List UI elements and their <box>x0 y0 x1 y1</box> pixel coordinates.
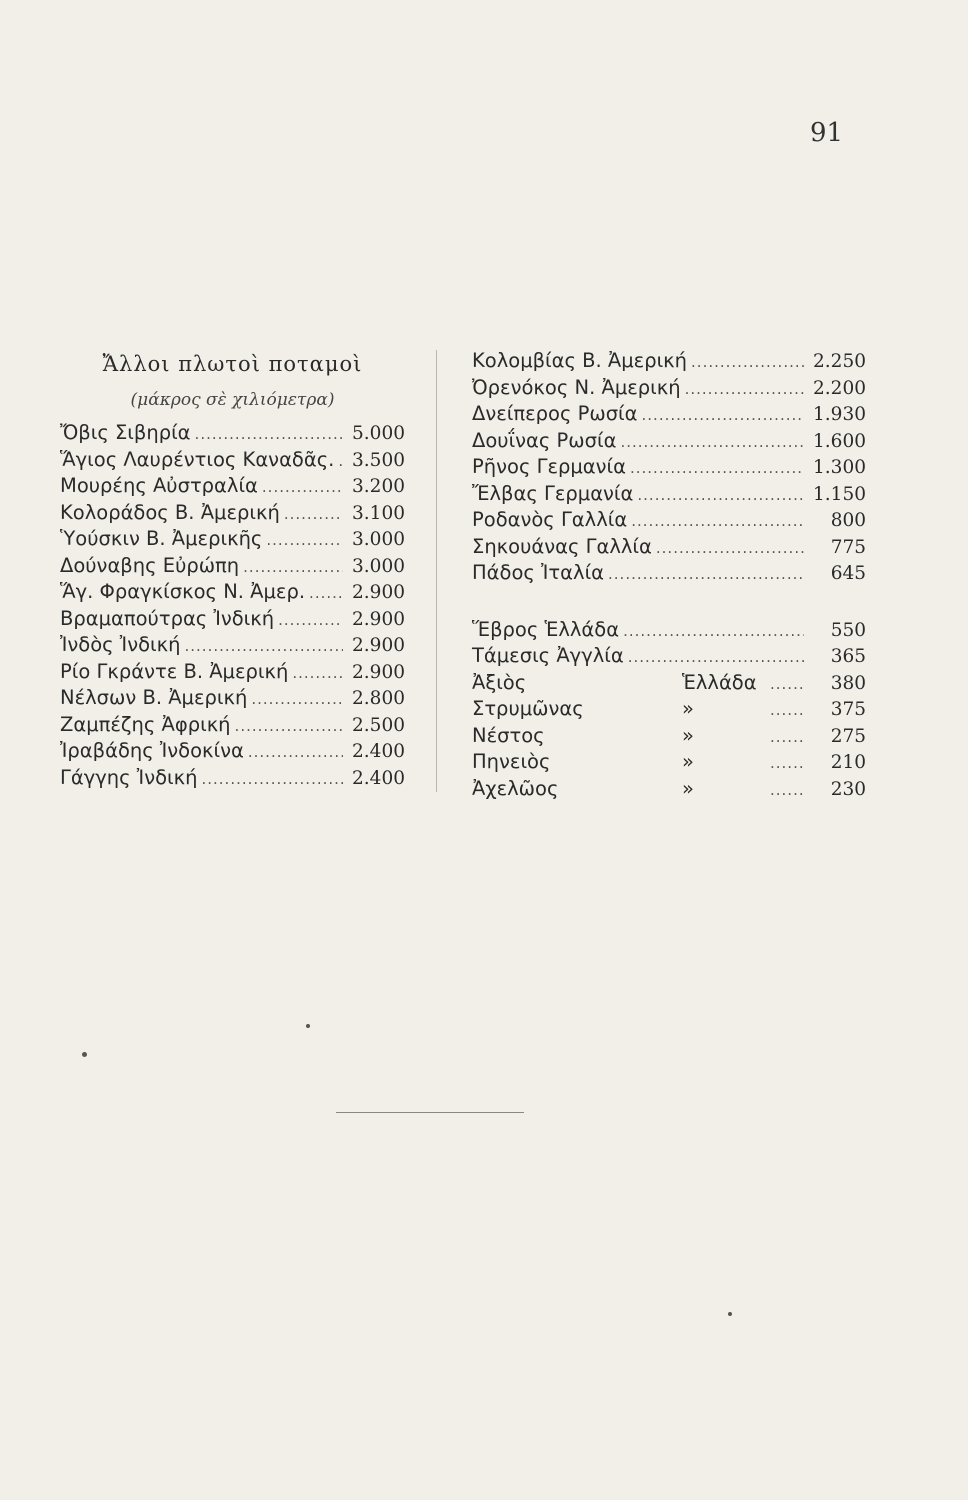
river-row <box>472 507 866 534</box>
dot-leader <box>195 421 343 448</box>
river-length: 2.900 <box>352 661 405 683</box>
river-length: 2.400 <box>352 767 405 789</box>
dot-leader <box>201 766 343 793</box>
river-name: Σηκουάνας Γαλλία <box>472 534 652 558</box>
dot-leader <box>266 527 343 554</box>
river-row <box>472 560 866 587</box>
dot-leader <box>248 739 343 766</box>
river-length: 380 <box>830 672 866 694</box>
river-name: Νέστος <box>472 723 545 747</box>
river-row <box>60 447 405 474</box>
river-row <box>60 685 405 712</box>
river-name: Βραμαπούτρας Ἰνδική <box>60 606 275 630</box>
river-name: Δνείπερος Ρωσία <box>472 402 638 425</box>
river-row <box>472 481 866 508</box>
dot-leader <box>656 535 804 562</box>
river-length: 3.200 <box>352 476 405 497</box>
river-row <box>60 659 405 686</box>
river-row <box>60 606 405 633</box>
dot-leader <box>685 376 804 403</box>
river-row <box>472 401 866 428</box>
river-row <box>60 473 405 500</box>
river-name: Τάμεσις Ἀγγλία <box>472 644 624 667</box>
river-name: Ἕβρος Ἑλλάδα <box>472 617 620 641</box>
river-name: Πάδος Ἰταλία <box>472 561 605 584</box>
river-length: 800 <box>830 510 866 531</box>
river-name: Ὀρενόκος Ν. Ἀμερική <box>472 375 681 399</box>
river-row <box>60 526 405 553</box>
river-name: Ἰνδὸς Ἰνδική <box>60 633 181 656</box>
river-name: Ρίο Γκράντε Β. Ἀμερική <box>60 659 289 683</box>
river-name: Κολοράδος Β. Ἀμερική <box>60 500 280 524</box>
river-name: Ἀχελῶος <box>472 776 559 800</box>
dot-leader <box>630 455 804 482</box>
river-row <box>472 428 866 455</box>
river-length: 275 <box>830 725 866 747</box>
river-name: Νέλσων Β. Ἀμερική <box>60 686 248 709</box>
river-length: 230 <box>830 778 866 800</box>
page-number: 91 <box>810 118 844 148</box>
river-row <box>472 749 866 776</box>
river-name: Ἔλβας Γερμανία <box>472 481 634 505</box>
river-length: 2.400 <box>352 741 405 762</box>
dot-leader <box>620 429 804 456</box>
river-length: 2.900 <box>352 635 405 656</box>
river-row <box>472 348 866 375</box>
river-length: 2.250 <box>813 351 866 372</box>
river-name: Πηνειὸς <box>472 750 551 773</box>
print-speck <box>306 1024 310 1028</box>
river-length: 3.000 <box>352 529 405 550</box>
river-row <box>472 643 866 670</box>
column-divider <box>436 350 437 792</box>
river-length: 3.100 <box>352 502 405 524</box>
dot-leader <box>185 633 344 660</box>
river-row <box>472 723 866 750</box>
river-length: 1.300 <box>813 457 866 478</box>
river-row <box>60 420 405 447</box>
dot-leader <box>309 580 343 607</box>
river-row <box>472 696 866 723</box>
dot-leader <box>262 474 343 501</box>
dot-leader <box>623 618 804 645</box>
dot-leader <box>338 448 343 475</box>
river-country: » <box>682 697 694 720</box>
river-length: 2.500 <box>352 714 405 736</box>
dot-leader <box>608 561 804 588</box>
river-country: » <box>682 776 694 800</box>
river-length: 775 <box>830 536 866 558</box>
river-name: Ἀξιὸς <box>472 670 527 694</box>
river-country: Ἑλλάδα <box>682 670 757 694</box>
river-name: Κολομβίας Β. Ἀμερική <box>472 349 688 372</box>
river-name: Ρῆνος Γερμανία <box>472 455 626 478</box>
dot-leader <box>770 777 804 804</box>
river-length: 3.500 <box>352 449 405 471</box>
river-row <box>472 534 866 561</box>
dot-leader <box>278 607 343 634</box>
left-river-list <box>60 420 405 791</box>
right-river-list-top <box>472 348 866 587</box>
river-name: Ζαμπέζης Ἀφρική <box>60 712 231 736</box>
river-name: Ἅγ. Φραγκίσκος Ν. Ἀμερ. <box>60 580 306 603</box>
river-name: Ἰραβάδης Ἰνδοκίνα <box>60 739 244 762</box>
river-name: Γάγγης Ἰνδική <box>60 765 198 789</box>
river-length: 3.000 <box>352 555 405 577</box>
river-row <box>472 375 866 402</box>
river-row <box>60 738 405 765</box>
river-name: Μουρέης Αὐστραλία <box>60 474 258 497</box>
dot-leader <box>284 501 343 528</box>
river-name: Ὄβις Σιβηρία <box>60 421 191 444</box>
river-row <box>472 776 866 803</box>
river-length: 1.150 <box>813 483 866 505</box>
river-row <box>60 632 405 659</box>
river-name: Δουΐνας Ρωσία <box>472 428 617 452</box>
river-country: » <box>682 723 694 747</box>
river-length: 1.930 <box>813 404 866 425</box>
river-length: 375 <box>830 699 866 720</box>
dot-leader <box>251 686 343 713</box>
dot-leader <box>770 750 804 777</box>
river-row <box>60 500 405 527</box>
river-name: Ροδανὸς Γαλλία <box>472 508 628 531</box>
river-row <box>472 617 866 644</box>
river-length: 2.900 <box>352 608 405 630</box>
river-length: 2.900 <box>352 582 405 603</box>
right-river-list-bottom <box>472 617 866 803</box>
dot-leader <box>770 671 804 698</box>
river-name: Ὑούσκιν Β. Ἀμερικῆς <box>60 527 263 550</box>
section-heading: Ἄλλοι πλωτοὶ ποταμοὶ <box>102 352 363 376</box>
river-country: » <box>682 750 694 773</box>
river-length: 645 <box>830 563 866 584</box>
river-row <box>472 454 866 481</box>
river-length: 5.000 <box>352 423 405 444</box>
dot-leader <box>770 724 804 751</box>
river-name: Δούναβης Εὐρώπη <box>60 553 240 577</box>
river-row <box>60 765 405 792</box>
dot-leader <box>631 508 804 535</box>
dot-leader <box>637 482 804 509</box>
list-gap <box>472 587 866 617</box>
dot-leader <box>292 660 343 687</box>
dot-leader <box>243 554 343 581</box>
dot-leader <box>628 644 804 671</box>
river-length: 365 <box>830 646 866 667</box>
river-name: Ἅγιος Λαυρέντιος Καναδᾶς. <box>60 447 335 471</box>
dot-leader <box>770 697 804 724</box>
print-speck <box>82 1052 87 1057</box>
left-column <box>60 348 405 791</box>
print-speck <box>728 1312 732 1316</box>
river-row <box>60 553 405 580</box>
section-subheading: (μάκρος σὲ χιλιόμετρα) <box>130 390 335 410</box>
river-length: 210 <box>830 752 866 773</box>
river-length: 1.600 <box>813 430 866 452</box>
river-length: 2.800 <box>352 688 405 709</box>
river-row <box>60 712 405 739</box>
river-length: 550 <box>830 619 866 641</box>
closing-rule <box>336 1112 524 1113</box>
dot-leader <box>642 402 804 429</box>
river-length: 2.200 <box>813 377 866 399</box>
dot-leader <box>235 713 343 740</box>
right-column <box>472 348 866 802</box>
river-row <box>472 670 866 697</box>
dot-leader <box>691 349 804 376</box>
river-row <box>60 579 405 606</box>
river-name: Στρυμῶνας <box>472 697 584 720</box>
